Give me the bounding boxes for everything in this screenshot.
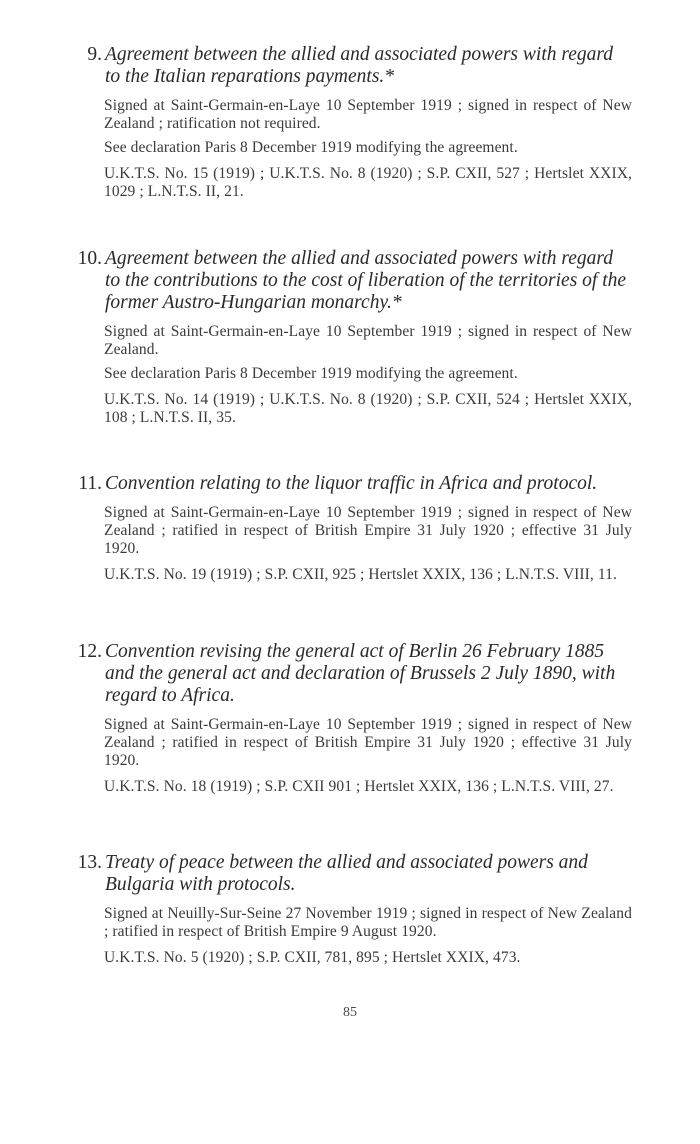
treaty-entry-13: [72, 852, 632, 973]
signature-note: Signed at Saint-Germain-en-Laye 10 September 1919 ; signed in respect of New Zealand ; ratified in respect of British Empire 31 July 1920 ; effective 31 July 1920.: [104, 716, 632, 769]
entry-title: Treaty of peace between the allied and associated powers and Bulgaria with protocols.: [105, 852, 588, 895]
signature-note: Signed at Neuilly-Sur-Seine 27 November 1919 ; signed in respect of New Zealand ; ratified in respect of British Empire 9 August 1920.: [104, 905, 632, 940]
entry-title: Convention revising the general act of Berlin 26 February 1885 and the general act and declaration of Brussels 2 July 1890, with regard to Africa.: [105, 641, 616, 706]
signature-note: Signed at Saint-Germain-en-Laye 10 September 1919 ; signed in respect of New Zealand ; ratification not required.: [104, 97, 632, 132]
declaration-note: See declaration Paris 8 December 1919 modifying the agreement.: [104, 365, 518, 382]
entry-number: 11.: [78, 473, 102, 494]
signature-note: Signed at Saint-Germain-en-Laye 10 September 1919 ; signed in respect of New Zealand ; ratified in respect of British Empire 31 July 1920 ; effective 31 July 1920.: [104, 504, 632, 557]
entry-heading: [72, 248, 632, 314]
page-number: 85: [343, 1005, 357, 1020]
entry-heading: [72, 852, 632, 896]
entry-title: Convention relating to the liquor traffic in Africa and protocol.: [105, 473, 598, 494]
references: U.K.T.S. No. 18 (1919) ; S.P. CXII 901 ; Hertslet XXIX, 136 ; L.N.T.S. VIII, 27.: [104, 778, 614, 795]
treaty-entry-9: [72, 44, 632, 207]
treaty-entry-11: [72, 473, 632, 590]
references: U.K.T.S. No. 5 (1920) ; S.P. CXII, 781, 895 ; Hertslet XXIX, 473.: [104, 949, 521, 966]
references: U.K.T.S. No. 14 (1919) ; U.K.T.S. No. 8 (1920) ; S.P. CXII, 524 ; Hertslet XXIX, 108 ; L.N.T.S. II, 35.: [104, 391, 632, 426]
entry-heading: [72, 641, 632, 707]
treaty-entry-12: [72, 641, 632, 802]
entry-heading: [72, 473, 632, 495]
declaration-note: See declaration Paris 8 December 1919 modifying the agreement.: [104, 139, 518, 156]
entry-number: 9.: [87, 44, 102, 65]
references: U.K.T.S. No. 19 (1919) ; S.P. CXII, 925 ; Hertslet XXIX, 136 ; L.N.T.S. VIII, 11.: [104, 566, 617, 583]
entry-number: 13.: [77, 852, 102, 873]
entry-number: 10.: [77, 248, 102, 269]
entry-title: Agreement between the allied and associated powers with regard to the Italian reparations payments.*: [105, 44, 613, 87]
references: U.K.T.S. No. 15 (1919) ; U.K.T.S. No. 8 (1920) ; S.P. CXII, 527 ; Hertslet XXIX, 1029 ; L.N.T.S. II, 21.: [104, 165, 632, 200]
signature-note: Signed at Saint-Germain-en-Laye 10 September 1919 ; signed in respect of New Zealand.: [104, 323, 632, 358]
entry-heading: [72, 44, 632, 88]
entry-title: Agreement between the allied and associated powers with regard to the contributions to the cost of liberation of the territories of the former Austro-Hungarian monarchy.*: [105, 248, 627, 313]
entry-number: 12.: [77, 641, 102, 662]
treaty-entry-10: [72, 248, 632, 433]
